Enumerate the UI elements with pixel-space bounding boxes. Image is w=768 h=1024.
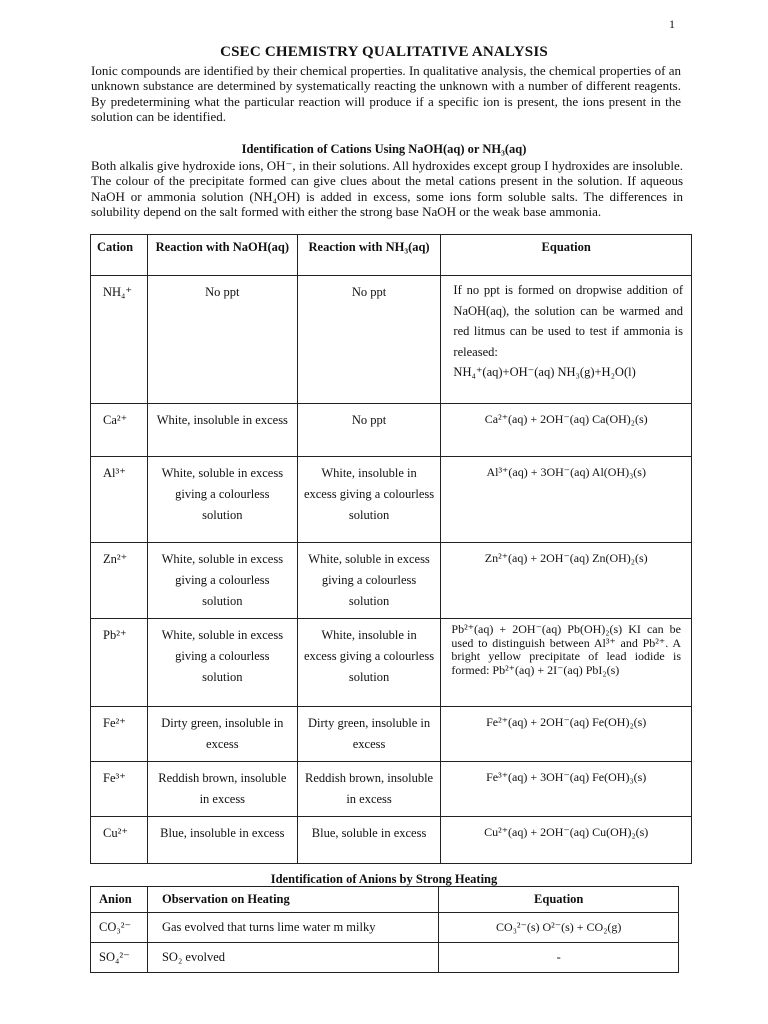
nh3-cell: No ppt <box>297 404 441 457</box>
intro-paragraph: Ionic compounds are identified by their chemical properties. In qualitative analysis, the chemical properties of an unknown substance are determined by systematically reacting the unknown with a number of different reagents. By predetermining what the particular reaction will produce if a specific ion is present, the ions present in the solution can be identified. <box>91 63 681 124</box>
cation-cell: Cu²⁺ <box>91 817 148 864</box>
cation-cell: Ca²⁺ <box>91 404 148 457</box>
naoh-cell: Dirty green, insoluble in excess <box>147 707 297 762</box>
anions-heading: Identification of Anions by Strong Heating <box>270 872 498 886</box>
header-naoh: Reaction with NaOH(aq) <box>147 235 297 276</box>
equation-cell <box>441 276 692 404</box>
table-row <box>91 404 692 457</box>
header-anion: Anion <box>91 887 148 913</box>
cation-cell: NH₄⁺ <box>91 276 148 404</box>
equation-cell: Cu²⁺(aq) + 2OH⁻(aq) Cu(OH)₂(s) <box>441 817 692 864</box>
naoh-cell: White, soluble in excess giving a colourless solution <box>147 543 297 619</box>
observation-cell: SO₂ evolved <box>147 943 438 973</box>
nh3-cell: No ppt <box>297 276 441 404</box>
cation-cell: Pb²⁺ <box>91 619 148 707</box>
anion-table <box>90 886 679 973</box>
naoh-cell: Blue, insoluble in excess <box>147 817 297 864</box>
page-number: 1 <box>669 17 675 31</box>
cation-cell: Fe²⁺ <box>91 707 148 762</box>
header-nh3: Reaction with NH₃(aq) <box>297 235 441 276</box>
naoh-cell: Reddish brown, insoluble in excess <box>147 762 297 817</box>
equation-cell: Fe³⁺(aq) + 3OH⁻(aq) Fe(OH)₃(s) <box>441 762 692 817</box>
equation-text: NH₄⁺(aq)+OH⁻(aq) NH₃(g)+H₂O(l) <box>453 365 636 379</box>
nh3-cell: Reddish brown, insoluble in excess <box>297 762 441 817</box>
table-row <box>91 707 692 762</box>
equation-cell: Al³⁺(aq) + 3OH⁻(aq) Al(OH)₃(s) <box>441 457 692 543</box>
naoh-cell: White, insoluble in excess <box>147 404 297 457</box>
nh3-cell: White, insoluble in excess giving a colourless solution <box>297 457 441 543</box>
table-row <box>91 943 679 973</box>
header-observation: Observation on Heating <box>147 887 438 913</box>
table-header-row <box>91 887 679 913</box>
cation-cell: Fe³⁺ <box>91 762 148 817</box>
naoh-cell: No ppt <box>147 276 297 404</box>
anion-cell: SO₄²⁻ <box>91 943 148 973</box>
nh3-cell: Blue, soluble in excess <box>297 817 441 864</box>
nh3-cell: White, insoluble in excess giving a colourless solution <box>297 619 441 707</box>
nh3-cell: Dirty green, insoluble in excess <box>297 707 441 762</box>
page-title: CSEC CHEMISTRY QUALITATIVE ANALYSIS <box>220 44 548 60</box>
table-row <box>91 762 692 817</box>
equation-cell: Ca²⁺(aq) + 2OH⁻(aq) Ca(OH)₂(s) <box>441 404 692 457</box>
equation-cell: Fe²⁺(aq) + 2OH⁻(aq) Fe(OH)₂(s) <box>441 707 692 762</box>
naoh-cell: White, soluble in excess giving a colourless solution <box>147 457 297 543</box>
cation-cell: Zn²⁺ <box>91 543 148 619</box>
table-row <box>91 913 679 943</box>
table-header-row <box>91 235 692 276</box>
header-equation: Equation <box>439 887 679 913</box>
cations-paragraph: Both alkalis give hydroxide ions, OH⁻, in their solutions. All hydroxides except group I hydroxides are insoluble. The colour of the precipitate formed can give clues about the metal cations present in the solution. If aqueous NaOH or ammonia solution (NH₄OH) is added in excess, some ions form soluble salts. The differences in solubility depend on the salt formed with either the strong base NaOH or the weak base ammonia. <box>91 158 683 219</box>
cations-heading: Identification of Cations Using NaOH(aq) or NH₃(aq) <box>241 142 527 156</box>
equation-cell: - <box>439 943 679 973</box>
equation-cell: Zn²⁺(aq) + 2OH⁻(aq) Zn(OH)₂(s) <box>441 543 692 619</box>
table-row <box>91 619 692 707</box>
table-row <box>91 817 692 864</box>
equation-cell: Pb²⁺(aq) + 2OH⁻(aq) Pb(OH)₂(s) KI can be used to distinguish between Al³⁺ and Pb²⁺. A bright yellow precipitate of lead iodide is formed: Pb²⁺(aq) + 2I⁻(aq) PbI₂(s) <box>441 619 692 707</box>
table-row <box>91 276 692 404</box>
nh3-cell: White, soluble in excess giving a colourless solution <box>297 543 441 619</box>
table-row <box>91 543 692 619</box>
cation-table <box>90 234 692 864</box>
observation-cell: Gas evolved that turns lime water m milky <box>147 913 438 943</box>
equation-cell: CO₃²⁻(s) O²⁻(s) + CO₂(g) <box>439 913 679 943</box>
header-cation: Cation <box>91 235 148 276</box>
naoh-cell: White, soluble in excess giving a colourless solution <box>147 619 297 707</box>
equation-note: If no ppt is formed on dropwise addition of NaOH(aq), the solution can be warmed and red litmus can be used to test if ammonia is released: <box>453 283 683 359</box>
anion-cell: CO₃²⁻ <box>91 913 148 943</box>
header-equation: Equation <box>441 235 692 276</box>
table-row <box>91 457 692 543</box>
cation-cell: Al³⁺ <box>91 457 148 543</box>
